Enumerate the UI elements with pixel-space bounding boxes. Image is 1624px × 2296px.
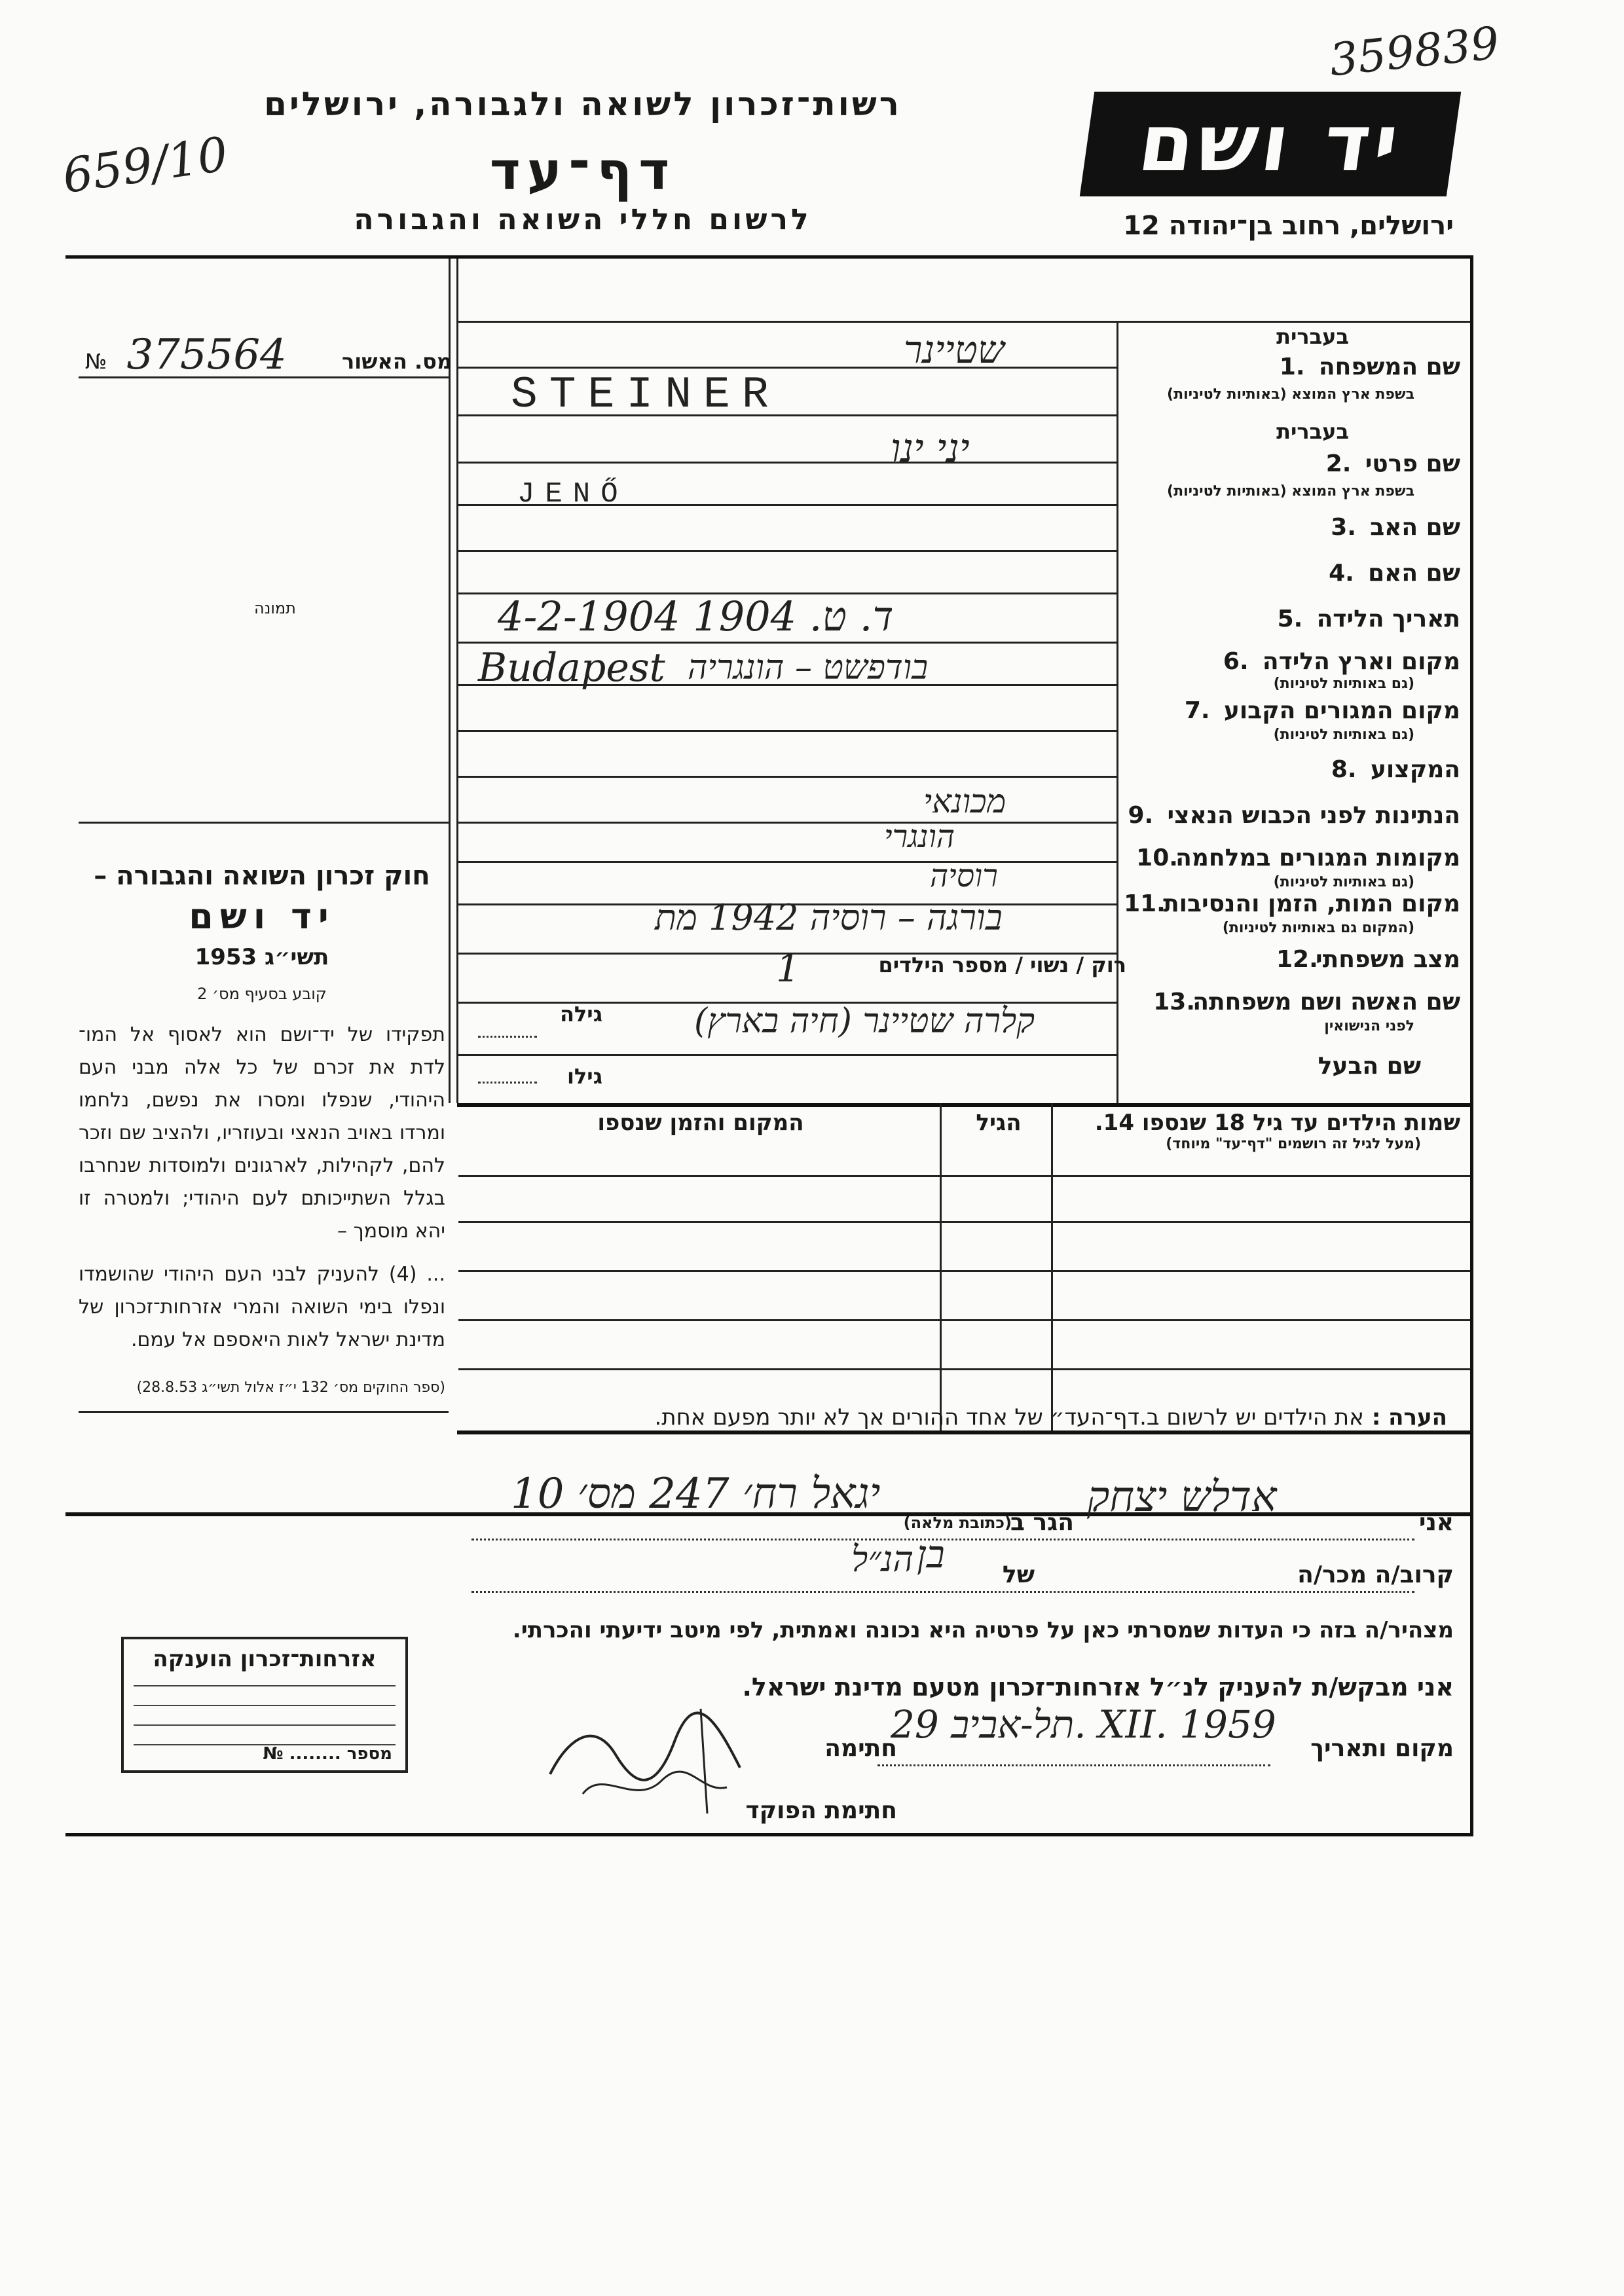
f2-hebrew-tag: בעברית	[1276, 419, 1349, 444]
f4-label: שם האם4.	[1329, 560, 1460, 587]
law-clause: קובע בסעיף מס׳ 2	[197, 985, 327, 1003]
f13-age-label: גילה	[559, 1002, 602, 1027]
f12-value: 1	[776, 946, 800, 991]
f6-value-latin: Budapest	[478, 645, 665, 691]
approval-number-row	[85, 331, 452, 379]
f11-label: מקום המות, הזמן והנסיבות11.	[1124, 890, 1460, 917]
f5-label: תאריך הלידה5.	[1277, 606, 1460, 632]
husband-age-label: גילו	[566, 1064, 602, 1089]
authority-name: רשות־זכרון לשואה ולגבורה, ירושלים	[264, 85, 902, 123]
law-paragraph-2: ... (4) להעניק לבני העם היהודי שהושמדו ונפלו בימי השואה והמרי אזרחות־זכרון של מדינת ישראל לאות היאספם אל עמם.	[79, 1263, 445, 1351]
official-signature-label: חתימת הפוקד	[745, 1797, 897, 1824]
resident-label: הגר ב	[1010, 1509, 1074, 1536]
f2-value-latin: JENŐ	[517, 478, 629, 511]
law-title: חוק זכרון השואה והגבורה –	[94, 861, 430, 891]
f6-value-hebrew: בודפשט – הונגריה	[688, 648, 929, 687]
approval-number: 375564	[126, 331, 287, 379]
of-label: של	[1002, 1561, 1035, 1588]
f14-header: שמות הילדים עד גיל 18 שנספו 14. (מעל לגיל זה רושמים "דף־עד" מיוחד)	[1094, 1110, 1460, 1152]
law-paragraph-1: תפקידו של יד־ושם הוא לאסוף אל המו־ לדת את זכרם של כל אלה מבני העם היהודי, שנפלו ומסרו את נפשם, נלחמו ומרדו באויב הנאצי ובעוזריו, ולהציב שם וזכר להם, לקהילות, לארגונים ולמוסדות שנחרבו בגלל השתייכותם לעם היהודי; ולמטרה זו יהא מוסמך –	[79, 1023, 445, 1243]
f3-label: שם האב3.	[1331, 514, 1460, 541]
relation-label: קרוב/ה מכר/ה	[1297, 1561, 1454, 1588]
law-text-block	[79, 858, 445, 1406]
f7-sub: (גם באותיות לטיניות)	[1273, 727, 1414, 743]
f1-sub: בשפת ארץ המוצא (באותיות לטיניות)	[1167, 386, 1414, 403]
declarant-name-value: אדלש יצחק	[1087, 1473, 1277, 1522]
request: אני מבקש/ת להעניק לנ״ל אזרחות־זכרון מטעם מדינת ישראל.	[742, 1673, 1454, 1702]
f1-value-latin: STEINER	[511, 370, 781, 420]
husband-label: שם הבעל	[1318, 1053, 1421, 1080]
stamp-box-title: אזרחות־זכרון הוענקה	[153, 1646, 377, 1672]
of-value: הנ״ל	[851, 1539, 913, 1580]
f2-sub: בשפת ארץ המוצא (באותיות לטיניות)	[1167, 483, 1414, 500]
f9-label: הנתינות לפני הכבוש הנאצי9.	[1128, 802, 1460, 829]
signature-mark	[544, 1696, 753, 1829]
f13-label: שם האשה ושם משפחתה13.	[1153, 989, 1460, 1015]
f13-sub: לפני הנישואין	[1324, 1018, 1414, 1034]
place-date-value: תל-אביב 29. XII. 1959	[891, 1702, 1276, 1747]
f2-label: שם פרטי2.	[1325, 450, 1460, 477]
f1-hebrew-tag: בעברית	[1276, 324, 1349, 349]
form-subtitle: לרשום חללי השואה והגבורה	[354, 203, 812, 236]
f11-value: בורגה – רוסיה 1942 מת	[655, 897, 1003, 938]
statement: מצהיר/ה בזה כי העדות שמסרתי כאן על פרטיה היא נכונה ואמתית, לפי מיטב ידיעתי והכרתי.	[512, 1617, 1454, 1643]
law-name: יד ושם	[189, 896, 335, 937]
full-address-label: (כתובת מלאה)	[903, 1514, 1012, 1532]
f1-value-hebrew: שטיינר	[904, 327, 1005, 372]
f10-sub: (גם באותיות לטיניות)	[1273, 874, 1414, 890]
authority-address: ירושלים, רחוב בן־יהודה 12	[1123, 211, 1454, 241]
approval-label: מס. האשור	[342, 349, 452, 374]
f11-sub: (המקום גם באותיות לטיניות)	[1222, 920, 1414, 936]
signature-label: חתימה	[824, 1735, 897, 1762]
note-row: הערה : את הילדים יש לרשום ב.דף־העד״ של אחד ההורים אך לא יותר מפעם אחת.	[654, 1404, 1447, 1430]
declarant-i-label: אני	[1418, 1509, 1454, 1536]
f13-value: קלרה שטיינר (חיה בארץ)	[694, 1002, 1035, 1041]
f8-value: מכונאי	[923, 782, 1006, 820]
f12-inline-label: רוק / נשוי / מספר הילדים	[878, 953, 1126, 977]
f1-label: שם המשפחה1.	[1279, 354, 1460, 380]
f7-label: מקום המגורים הקבוע7.	[1184, 697, 1460, 724]
f14-place-header: המקום והזמן שנספו	[597, 1110, 804, 1136]
yad-vashem-logo: יד ושם	[1080, 92, 1461, 196]
f8-label: המקצוע8.	[1331, 756, 1460, 783]
f6-label: מקום וארץ הלידה6.	[1223, 648, 1460, 675]
place-date-label: מקום ותאריך	[1310, 1735, 1454, 1762]
f14-age-header: הגיל	[976, 1110, 1022, 1136]
declarant-address-value: יגאל רח׳ 247 מס׳ 10	[511, 1470, 881, 1518]
f10-label: מקומות המגורים במלחמה10.	[1136, 845, 1460, 871]
memorial-citizenship-box	[121, 1637, 408, 1773]
approval-no-sign: №	[85, 349, 107, 374]
f12-label: מצב משפחתי12.	[1276, 946, 1460, 973]
law-source: (ספר החוקים מס׳ 132 י״ז אלול תשי״ג 28.8.53)	[136, 1379, 445, 1396]
f6-sub: (גם באותיות לטיניות)	[1273, 676, 1414, 692]
f2-value-hebrew: יני ינו	[891, 426, 970, 471]
stamp-box-number: № ........ מספר	[263, 1744, 392, 1764]
f5-value: 4-2-1904 ד. ט. 1904	[498, 592, 894, 640]
relation-value: בן	[917, 1532, 945, 1576]
archive-number: 359839	[1327, 17, 1502, 87]
form-title: דף־עד	[489, 141, 676, 202]
file-number: 659/10	[59, 126, 231, 204]
f10-value: רוסיה	[930, 858, 998, 894]
field-labels	[1124, 314, 1460, 1100]
f9-value: הונגרי	[884, 818, 955, 855]
law-year: תשי״ג 1953	[194, 944, 329, 970]
photo-label: תמונה	[254, 599, 296, 617]
